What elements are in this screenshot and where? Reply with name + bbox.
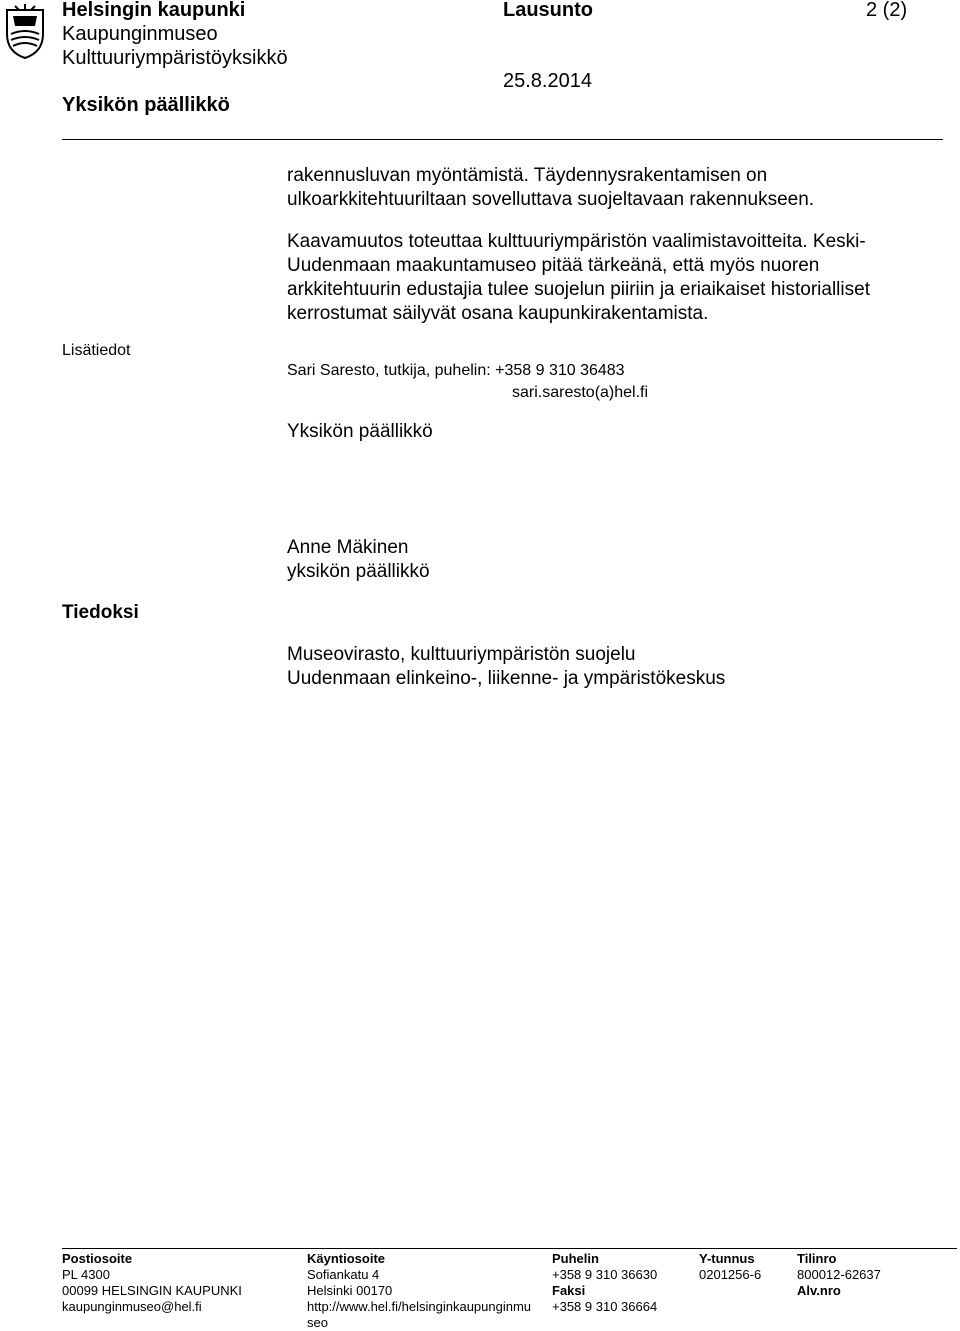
footer-url: http://www.hel.fi/helsinginkaupunginmu — [307, 1299, 532, 1314]
footer-url: seo — [307, 1315, 328, 1330]
footer-divider — [62, 1248, 957, 1249]
footer-postiosoite — [62, 1251, 242, 1315]
section-label-tiedoksi: Tiedoksi — [62, 602, 139, 623]
footer-email: kaupunginmuseo@hel.fi — [62, 1299, 202, 1314]
author-title: Yksikön päällikkö — [62, 94, 230, 116]
footer-puhelin — [552, 1251, 657, 1315]
footer-kayntiosoite — [307, 1251, 531, 1331]
unit-title: Yksikön päällikkö — [287, 421, 433, 442]
footer-label: Puhelin — [552, 1251, 599, 1266]
footer-label: Tilinro — [797, 1251, 837, 1266]
signer-title: yksikön päällikkö — [287, 561, 430, 582]
contact-email: sari.saresto(a)hel.fi — [512, 384, 649, 401]
footer-label: Postiosoite — [62, 1251, 133, 1266]
paragraph-1-line: rakennusluvan myöntämistä. Täydennysrakentamisen on — [287, 165, 768, 186]
paragraph-1 — [287, 164, 814, 212]
footer-label: Faksi — [552, 1283, 586, 1298]
footer-label: Y-tunnus — [699, 1251, 755, 1266]
department-name: Kaupunginmuseo — [62, 23, 218, 45]
paragraph-2 — [287, 230, 870, 326]
document-type: Lausunto — [503, 0, 593, 21]
footer-ytunnus — [699, 1251, 761, 1283]
paragraph-2-line: arkkitehtuurin edustajia tulee suojelun piiriin ja eriaikaiset historialliset — [287, 279, 870, 300]
footer-value: 800012-62637 — [797, 1267, 881, 1282]
footer-value: 0201256-6 — [699, 1267, 762, 1282]
footer-value: Helsinki 00170 — [307, 1283, 393, 1298]
section-label-lisatiedot: Lisätiedot — [62, 342, 131, 359]
footer-label: Alv.nro — [797, 1283, 841, 1298]
paragraph-2-line: kerrostumat säilyvät osana kaupunkirakentamista. — [287, 303, 709, 324]
footer-label: Käyntiosoite — [307, 1251, 386, 1266]
recipient: Museovirasto, kulttuuriympäristön suojelu — [287, 644, 636, 665]
org-name: Helsingin kaupunki — [62, 0, 246, 21]
page-number: 2 (2) — [866, 0, 908, 21]
footer-tilinro — [797, 1251, 881, 1299]
document-date: 25.8.2014 — [503, 70, 592, 92]
header-divider — [62, 139, 943, 140]
footer-value: +358 9 310 36630 — [552, 1267, 658, 1282]
unit-name: Kulttuuriympäristöyksikkö — [62, 47, 288, 69]
paragraph-2-line: Kaavamuutos toteuttaa kulttuuriympäristön vaalimistavoitteita. Keski- — [287, 231, 866, 252]
footer-value: 00099 HELSINGIN KAUPUNKI — [62, 1283, 242, 1298]
paragraph-2-line: Uudenmaan maakuntamuseo pitää tärkeänä, että myös nuoren — [287, 255, 820, 276]
helsinki-crest-icon — [3, 4, 47, 60]
footer-value: +358 9 310 36664 — [552, 1299, 658, 1314]
recipient: Uudenmaan elinkeino-, liikenne- ja ympäristökeskus — [287, 668, 726, 689]
recipients-list — [287, 643, 725, 691]
paragraph-1-line: ulkoarkkitehtuuriltaan sovelluttava suojeltavaan rakennukseen. — [287, 189, 815, 210]
signer-name: Anne Mäkinen — [287, 537, 409, 558]
footer-value: PL 4300 — [62, 1267, 110, 1282]
contact-info: Sari Saresto, tutkija, puhelin: +358 9 310 36483 — [287, 362, 625, 379]
footer-value: Sofiankatu 4 — [307, 1267, 380, 1282]
